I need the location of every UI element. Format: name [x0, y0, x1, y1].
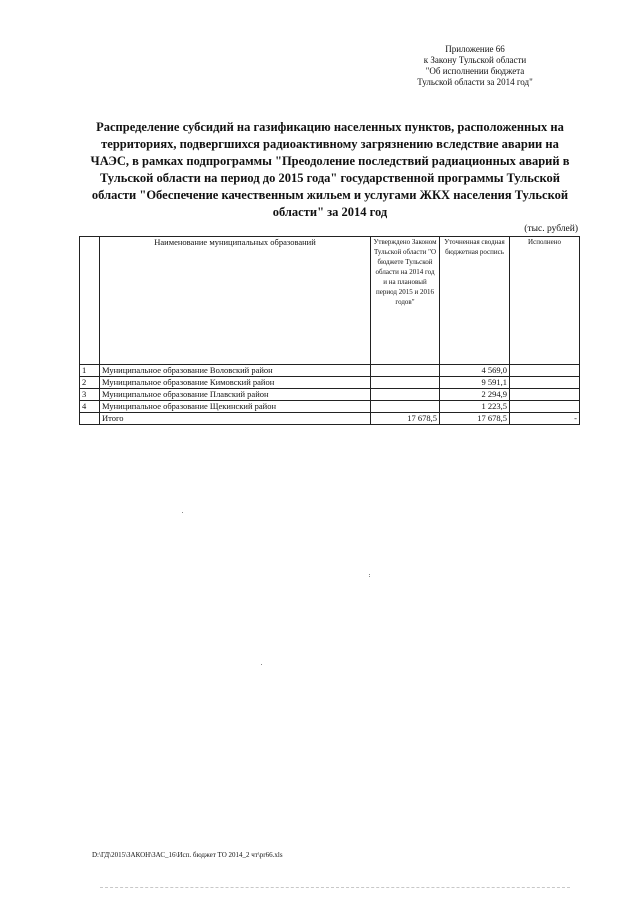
header-name: Наименование муниципальных образований	[100, 237, 371, 365]
row-executed	[510, 365, 580, 377]
header-executed: Исполнено	[510, 237, 580, 365]
row-number: 4	[80, 401, 100, 413]
annex-line: Приложение 66	[445, 44, 505, 54]
row-name: Муниципальное образование Воловский район	[100, 365, 371, 377]
row-revised: 1 223,5	[440, 401, 510, 413]
annex-line: "Об исполнении бюджета	[425, 66, 525, 76]
document-title	[72, 119, 588, 221]
annex-line: Тульской области за 2014 год"	[417, 77, 533, 87]
title-line: области "Обеспечение качественным жильем и услугами ЖКХ населения Тульской	[91, 188, 569, 202]
table-row	[80, 365, 580, 377]
table-header-row	[80, 237, 580, 365]
row-number: 3	[80, 389, 100, 401]
row-approved	[371, 389, 440, 401]
row-executed	[510, 401, 580, 413]
table-total-row	[80, 413, 580, 425]
title-line: ЧАЭС, в рамках подпрограммы "Преодоление последствий радиационных аварий в	[90, 154, 570, 168]
title-line: Распределение субсидий на газификацию населенных пунктов, расположенных на	[96, 120, 564, 134]
table-row	[80, 377, 580, 389]
row-approved	[371, 377, 440, 389]
row-executed	[510, 389, 580, 401]
table-row	[80, 389, 580, 401]
scan-edge-line	[100, 887, 570, 888]
file-path-footer: D:\ГД\2015\ЗАКОН\ЗАС_16\Исп. бюджет ТО 2014_2 чт\pr66.xls	[92, 851, 283, 859]
row-name: Муниципальное образование Кимовский район	[100, 377, 371, 389]
title-line: Тульской области на период до 2015 года" государственной программы Тульской	[100, 171, 560, 185]
row-revised: 2 294,9	[440, 389, 510, 401]
row-number: 2	[80, 377, 100, 389]
header-approved: Утверждено Законом Тульской области "О бюджете Тульской области на 2014 год и на плановый период 2015 и 2016 годов"	[371, 237, 440, 365]
row-revised: 4 569,0	[440, 365, 510, 377]
title-line: области" за 2014 год	[272, 205, 388, 219]
subsidy-table	[79, 236, 580, 425]
unit-label: (тыс. рублей)	[524, 224, 578, 234]
title-line: территориях, подвергшихся радиоактивному загрязнению вследствие аварии на	[101, 137, 559, 151]
row-name: Муниципальное образование Щекинский район	[100, 401, 371, 413]
row-revised: 9 591,1	[440, 377, 510, 389]
row-executed	[510, 377, 580, 389]
annex-note	[395, 44, 555, 88]
total-number	[80, 413, 100, 425]
scan-speck	[369, 574, 370, 575]
total-label: Итого	[100, 413, 371, 425]
total-executed: -	[510, 413, 580, 425]
row-name: Муниципальное образование Плавский район	[100, 389, 371, 401]
scan-speck	[369, 576, 370, 577]
table-row	[80, 401, 580, 413]
annex-line: к Закону Тульской области	[423, 55, 527, 65]
header-number	[80, 237, 100, 365]
row-number: 1	[80, 365, 100, 377]
row-approved	[371, 401, 440, 413]
total-revised: 17 678,5	[440, 413, 510, 425]
row-approved	[371, 365, 440, 377]
scan-speck	[261, 664, 262, 665]
total-approved: 17 678,5	[371, 413, 440, 425]
scan-speck	[182, 512, 183, 513]
header-revised: Уточненная сводная бюджетная роспись	[440, 237, 510, 365]
